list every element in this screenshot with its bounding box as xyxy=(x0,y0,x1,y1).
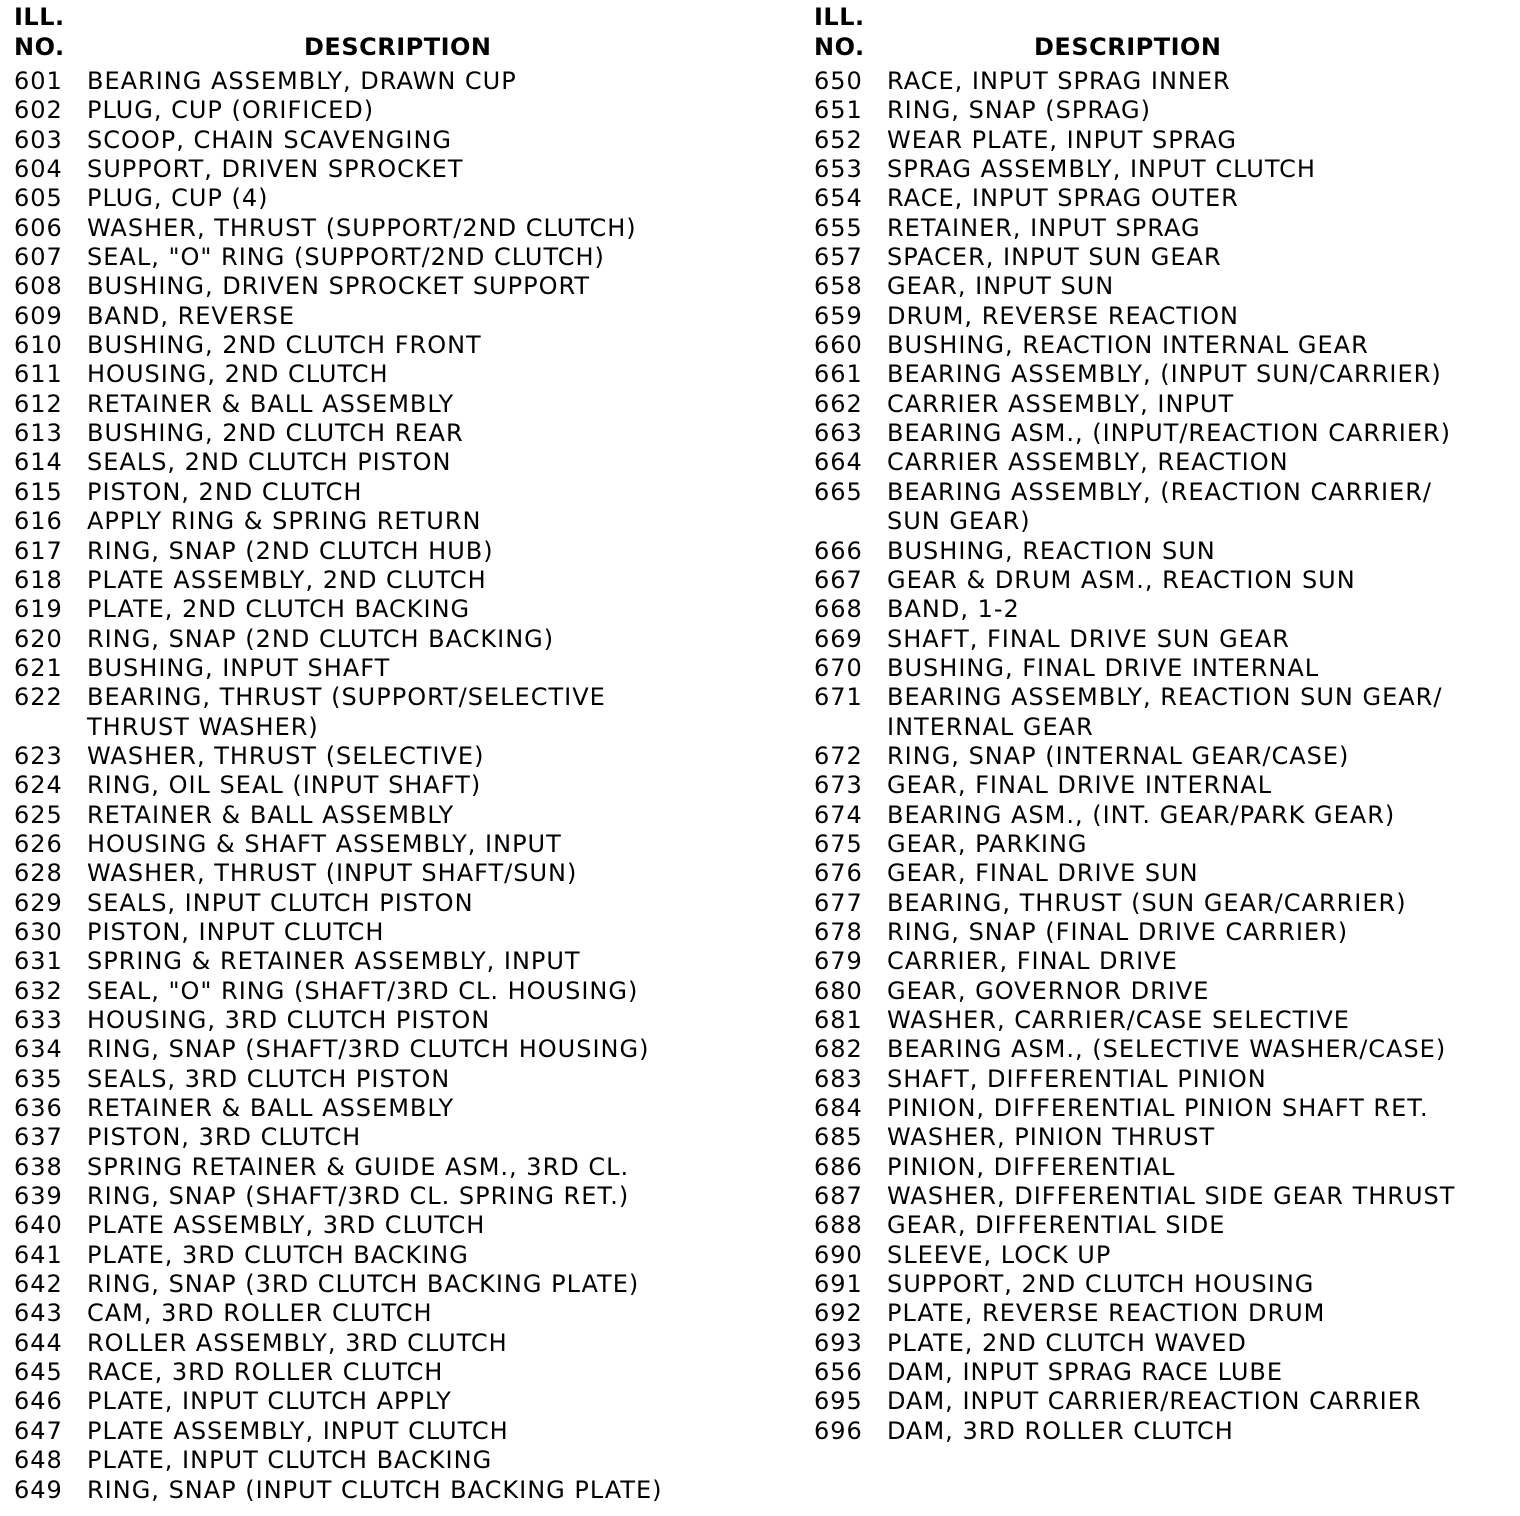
part-row xyxy=(814,654,1514,683)
part-row xyxy=(14,1006,774,1035)
part-row xyxy=(814,331,1514,360)
part-number: 691 xyxy=(814,1270,863,1299)
part-description: PLUG, CUP (4) xyxy=(87,184,269,213)
part-description: CARRIER ASSEMBLY, REACTION xyxy=(887,448,1289,477)
part-row xyxy=(14,1211,774,1240)
part-number: 666 xyxy=(814,536,863,565)
part-row xyxy=(14,771,774,800)
part-row xyxy=(814,947,1514,976)
part-description: HOUSING & SHAFT ASSEMBLY, INPUT xyxy=(87,829,562,858)
part-row xyxy=(14,1035,774,1064)
part-description: CARRIER ASSEMBLY, INPUT xyxy=(887,389,1235,418)
part-row xyxy=(14,96,774,125)
part-row xyxy=(814,243,1514,272)
part-number: 621 xyxy=(14,653,63,682)
part-row xyxy=(14,67,774,96)
part-number: 649 xyxy=(14,1475,63,1504)
part-row xyxy=(14,889,774,918)
part-number: 683 xyxy=(814,1064,863,1093)
part-description: WASHER, THRUST (INPUT SHAFT/SUN) xyxy=(87,859,578,888)
part-number: 622 xyxy=(14,683,63,712)
part-row xyxy=(14,1476,774,1505)
parts-list xyxy=(14,67,774,1505)
part-number: 653 xyxy=(814,155,863,184)
part-number: 663 xyxy=(814,419,863,448)
part-number: 609 xyxy=(14,301,63,330)
part-row xyxy=(14,977,774,1006)
part-row xyxy=(814,1241,1514,1270)
part-description: BEARING, THRUST (SUN GEAR/CARRIER) xyxy=(887,888,1407,917)
part-row xyxy=(814,448,1514,477)
part-row xyxy=(14,654,774,683)
part-description: BEARING ASSEMBLY, REACTION SUN GEAR/ INTERNAL GEAR xyxy=(887,683,1443,741)
right-parts-column xyxy=(814,2,1514,1446)
part-row xyxy=(814,214,1514,243)
part-row xyxy=(814,889,1514,918)
part-row xyxy=(814,1153,1514,1182)
column-header-row xyxy=(14,32,774,62)
part-number: 616 xyxy=(14,507,63,536)
part-row xyxy=(814,1211,1514,1240)
part-number: 642 xyxy=(14,1270,63,1299)
column-header-row xyxy=(814,32,1514,62)
part-row xyxy=(14,214,774,243)
description-header-label: DESCRIPTION xyxy=(1034,33,1222,61)
part-row xyxy=(14,1094,774,1123)
part-description: PLATE, INPUT CLUTCH BACKING xyxy=(87,1446,493,1475)
part-number: 681 xyxy=(814,1006,863,1034)
part-description: BEARING ASSEMBLY, (REACTION CARRIER/ SUN GEAR) xyxy=(887,477,1433,536)
part-description: RING, SNAP (INPUT CLUTCH BACKING PLATE) xyxy=(87,1475,663,1504)
part-row xyxy=(814,537,1514,566)
part-description: APPLY RING & SPRING RETURN xyxy=(87,507,482,536)
part-number: 680 xyxy=(814,976,863,1005)
part-number: 630 xyxy=(14,917,63,946)
part-row xyxy=(14,625,774,654)
part-number: 638 xyxy=(14,1152,63,1181)
part-row xyxy=(14,742,774,771)
part-row xyxy=(14,1182,774,1211)
part-row xyxy=(14,1387,774,1416)
part-number: 623 xyxy=(14,741,63,770)
part-description: GEAR, INPUT SUN xyxy=(887,272,1115,301)
part-row xyxy=(14,1329,774,1358)
part-row xyxy=(814,155,1514,184)
part-description: SPRING & RETAINER ASSEMBLY, INPUT xyxy=(87,947,581,976)
part-number: 629 xyxy=(14,888,63,917)
part-description: PISTON, 2ND CLUTCH xyxy=(87,477,363,506)
part-description: PLATE ASSEMBLY, INPUT CLUTCH xyxy=(87,1416,509,1445)
part-description: SLEEVE, LOCK UP xyxy=(887,1240,1112,1269)
part-description: HOUSING, 3RD CLUTCH PISTON xyxy=(87,1006,491,1034)
part-row xyxy=(814,595,1514,624)
part-description: SHAFT, FINAL DRIVE SUN GEAR xyxy=(887,624,1290,653)
part-description: BEARING ASSEMBLY, (INPUT SUN/CARRIER) xyxy=(887,360,1442,389)
part-number: 690 xyxy=(814,1240,863,1269)
part-number: 608 xyxy=(14,272,63,301)
part-row xyxy=(814,1123,1514,1152)
part-description: PISTON, 3RD CLUTCH xyxy=(87,1123,362,1152)
part-number: 687 xyxy=(814,1182,863,1211)
part-row xyxy=(14,1270,774,1299)
part-number: 606 xyxy=(14,213,63,242)
part-number: 673 xyxy=(814,771,863,800)
part-number: 684 xyxy=(814,1094,863,1123)
ill-header-label: ILL. xyxy=(814,3,865,31)
part-row xyxy=(814,1358,1514,1387)
part-number: 669 xyxy=(814,624,863,653)
part-number: 643 xyxy=(14,1299,63,1328)
part-row xyxy=(14,1123,774,1152)
part-number: 667 xyxy=(814,565,863,594)
part-description: ROLLER ASSEMBLY, 3RD CLUTCH xyxy=(87,1328,508,1357)
ill-header-label: ILL. xyxy=(14,3,65,31)
part-number: 658 xyxy=(814,272,863,301)
part-number: 633 xyxy=(14,1006,63,1034)
part-number: 631 xyxy=(14,947,63,976)
part-row xyxy=(14,566,774,595)
part-description: GEAR, GOVERNOR DRIVE xyxy=(887,976,1210,1005)
part-description: RETAINER & BALL ASSEMBLY xyxy=(87,389,455,418)
part-row xyxy=(14,1417,774,1446)
part-description: SUPPORT, 2ND CLUTCH HOUSING xyxy=(887,1270,1315,1299)
part-number: 620 xyxy=(14,624,63,653)
part-description: DRUM, REVERSE REACTION xyxy=(887,301,1239,330)
part-row xyxy=(814,830,1514,859)
part-number: 624 xyxy=(14,771,63,800)
part-description: SPRING RETAINER & GUIDE ASM., 3RD CL. xyxy=(87,1152,630,1181)
part-number: 672 xyxy=(814,741,863,770)
part-description: SEAL, "O" RING (SUPPORT/2ND CLUTCH) xyxy=(87,243,605,272)
part-row xyxy=(814,419,1514,448)
part-description: BEARING ASM., (INPUT/REACTION CARRIER) xyxy=(887,419,1452,448)
part-number: 668 xyxy=(814,595,863,624)
part-description: PISTON, INPUT CLUTCH xyxy=(87,917,385,946)
part-number: 644 xyxy=(14,1328,63,1357)
part-number: 695 xyxy=(814,1387,863,1416)
part-number: 604 xyxy=(14,155,63,184)
part-description: WASHER, DIFFERENTIAL SIDE GEAR THRUST xyxy=(887,1182,1456,1211)
part-number: 654 xyxy=(814,184,863,213)
part-description: SEALS, 3RD CLUTCH PISTON xyxy=(87,1064,451,1093)
part-row xyxy=(14,507,774,536)
part-description: WASHER, THRUST (SELECTIVE) xyxy=(87,741,485,770)
part-row xyxy=(814,67,1514,96)
part-description: GEAR & DRUM ASM., REACTION SUN xyxy=(887,565,1356,594)
part-row xyxy=(814,977,1514,1006)
part-number: 682 xyxy=(814,1035,863,1064)
part-description: BUSHING, 2ND CLUTCH FRONT xyxy=(87,331,482,360)
part-row xyxy=(814,1006,1514,1035)
part-number: 637 xyxy=(14,1123,63,1152)
part-row xyxy=(14,478,774,507)
part-description: RING, SNAP (SHAFT/3RD CL. SPRING RET.) xyxy=(87,1182,630,1211)
part-number: 655 xyxy=(814,213,863,242)
part-row xyxy=(814,1182,1514,1211)
part-row xyxy=(814,1299,1514,1328)
part-description: RING, SNAP (FINAL DRIVE CARRIER) xyxy=(887,917,1349,946)
part-row xyxy=(14,1358,774,1387)
part-number: 602 xyxy=(14,96,63,125)
part-description: SEALS, INPUT CLUTCH PISTON xyxy=(87,888,474,917)
part-number: 686 xyxy=(814,1152,863,1181)
part-row xyxy=(14,947,774,976)
part-row xyxy=(814,771,1514,800)
part-row xyxy=(814,566,1514,595)
part-number: 678 xyxy=(814,917,863,946)
part-row xyxy=(814,1065,1514,1094)
part-description: RING, SNAP (2ND CLUTCH HUB) xyxy=(87,536,494,565)
part-row xyxy=(14,1446,774,1475)
part-description: RACE, 3RD ROLLER CLUTCH xyxy=(87,1358,444,1387)
part-description: PLATE ASSEMBLY, 2ND CLUTCH xyxy=(87,565,487,594)
part-number: 617 xyxy=(14,536,63,565)
part-number: 610 xyxy=(14,331,63,360)
part-description: GEAR, DIFFERENTIAL SIDE xyxy=(887,1211,1226,1240)
part-description: CAM, 3RD ROLLER CLUTCH xyxy=(87,1299,433,1328)
part-description: SPRAG ASSEMBLY, INPUT CLUTCH xyxy=(887,155,1316,184)
part-description: BUSHING, REACTION INTERNAL GEAR xyxy=(887,331,1369,360)
part-description: PINION, DIFFERENTIAL xyxy=(887,1152,1176,1181)
part-description: PLATE, 2ND CLUTCH BACKING xyxy=(87,595,471,624)
part-number: 664 xyxy=(814,448,863,477)
part-row xyxy=(14,1299,774,1328)
part-row xyxy=(14,801,774,830)
part-number: 641 xyxy=(14,1240,63,1269)
part-description: RING, SNAP (2ND CLUTCH BACKING) xyxy=(87,624,555,653)
part-number: 619 xyxy=(14,595,63,624)
part-number: 674 xyxy=(814,800,863,829)
part-description: WASHER, CARRIER/CASE SELECTIVE xyxy=(887,1006,1350,1034)
part-number: 614 xyxy=(14,448,63,477)
part-number: 645 xyxy=(14,1358,63,1387)
part-row xyxy=(14,859,774,888)
part-number: 611 xyxy=(14,360,63,389)
part-description: GEAR, FINAL DRIVE SUN xyxy=(887,859,1199,888)
part-row xyxy=(814,96,1514,125)
part-row xyxy=(814,302,1514,331)
part-number: 662 xyxy=(814,389,863,418)
part-description: SEAL, "O" RING (SHAFT/3RD CL. HOUSING) xyxy=(87,976,639,1005)
part-number: 696 xyxy=(814,1416,863,1445)
part-description: RING, SNAP (INTERNAL GEAR/CASE) xyxy=(887,741,1350,770)
part-row xyxy=(14,272,774,301)
part-number: 676 xyxy=(814,859,863,888)
part-number: 605 xyxy=(14,184,63,213)
part-row xyxy=(814,1094,1514,1123)
part-row xyxy=(814,625,1514,654)
part-row xyxy=(814,272,1514,301)
part-row xyxy=(14,155,774,184)
part-row xyxy=(814,1387,1514,1416)
part-description: PLATE, INPUT CLUTCH APPLY xyxy=(87,1387,452,1416)
part-number: 675 xyxy=(814,829,863,858)
parts-list xyxy=(814,67,1514,1446)
part-number: 648 xyxy=(14,1446,63,1475)
part-number: 634 xyxy=(14,1035,63,1064)
part-description: RETAINER & BALL ASSEMBLY xyxy=(87,1094,455,1123)
part-number: 628 xyxy=(14,859,63,888)
part-description: DAM, 3RD ROLLER CLUTCH xyxy=(887,1416,1234,1445)
part-description: BUSHING, INPUT SHAFT xyxy=(87,653,391,682)
part-description: PINION, DIFFERENTIAL PINION SHAFT RET. xyxy=(887,1094,1429,1123)
part-description: DAM, INPUT CARRIER/REACTION CARRIER xyxy=(887,1387,1422,1416)
part-description: DAM, INPUT SPRAG RACE LUBE xyxy=(887,1358,1284,1387)
part-number: 639 xyxy=(14,1182,63,1211)
part-description: RETAINER, INPUT SPRAG xyxy=(887,213,1201,242)
part-number: 615 xyxy=(14,477,63,506)
part-number: 650 xyxy=(814,67,863,95)
part-row xyxy=(14,537,774,566)
part-row xyxy=(14,390,774,419)
part-description: BAND, 1-2 xyxy=(887,595,1020,624)
part-number: 651 xyxy=(814,96,863,125)
part-number: 613 xyxy=(14,419,63,448)
part-description: HOUSING, 2ND CLUTCH xyxy=(87,360,389,389)
part-description: BEARING ASM., (INT. GEAR/PARK GEAR) xyxy=(887,800,1396,829)
part-description: SPACER, INPUT SUN GEAR xyxy=(887,243,1222,272)
part-description: RING, SNAP (SHAFT/3RD CLUTCH HOUSING) xyxy=(87,1035,650,1064)
part-description: BEARING, THRUST (SUPPORT/SELECTIVE THRUST WASHER) xyxy=(87,683,606,741)
part-number: 607 xyxy=(14,243,63,272)
part-number: 685 xyxy=(814,1123,863,1152)
part-number: 625 xyxy=(14,800,63,829)
part-number: 661 xyxy=(814,360,863,389)
part-row xyxy=(814,184,1514,213)
part-description: BEARING ASM., (SELECTIVE WASHER/CASE) xyxy=(887,1035,1447,1064)
part-description: SHAFT, DIFFERENTIAL PINION xyxy=(887,1064,1267,1093)
no-header-label: NO. xyxy=(814,33,865,61)
part-row xyxy=(14,1065,774,1094)
part-number: 679 xyxy=(814,947,863,976)
part-description: RACE, INPUT SPRAG OUTER xyxy=(887,184,1239,213)
part-description: BUSHING, DRIVEN SPROCKET SUPPORT xyxy=(87,272,591,301)
part-row xyxy=(14,419,774,448)
part-number: 635 xyxy=(14,1064,63,1093)
part-description: BUSHING, FINAL DRIVE INTERNAL xyxy=(887,653,1320,682)
part-description: WASHER, PINION THRUST xyxy=(887,1123,1216,1152)
part-number: 618 xyxy=(14,565,63,594)
part-row xyxy=(14,595,774,624)
part-row xyxy=(14,830,774,859)
part-description: PLUG, CUP (ORIFICED) xyxy=(87,96,375,125)
part-description: PLATE, 3RD CLUTCH BACKING xyxy=(87,1240,469,1269)
part-description: PLATE ASSEMBLY, 3RD CLUTCH xyxy=(87,1211,486,1240)
part-description: RING, SNAP (SPRAG) xyxy=(887,96,1151,125)
part-row xyxy=(14,1241,774,1270)
no-header-label: NO. xyxy=(14,33,65,61)
part-row xyxy=(814,1035,1514,1064)
part-row xyxy=(814,742,1514,771)
part-description: GEAR, FINAL DRIVE INTERNAL xyxy=(887,771,1273,800)
part-description: BUSHING, REACTION SUN xyxy=(887,536,1216,565)
description-header-label: DESCRIPTION xyxy=(304,33,492,61)
part-row xyxy=(14,243,774,272)
part-number: 612 xyxy=(14,389,63,418)
part-row xyxy=(14,184,774,213)
part-description: RACE, INPUT SPRAG INNER xyxy=(887,67,1231,95)
part-number: 692 xyxy=(814,1299,863,1328)
part-number: 693 xyxy=(814,1328,863,1357)
part-number: 660 xyxy=(814,331,863,360)
part-row xyxy=(814,1417,1514,1446)
part-number: 652 xyxy=(814,125,863,154)
part-number: 671 xyxy=(814,683,863,712)
part-row xyxy=(814,390,1514,419)
part-description: RETAINER & BALL ASSEMBLY xyxy=(87,800,455,829)
part-number: 656 xyxy=(814,1358,863,1387)
part-number: 601 xyxy=(14,67,63,95)
part-description: PLATE, 2ND CLUTCH WAVED xyxy=(887,1328,1247,1357)
part-number: 603 xyxy=(14,125,63,154)
part-description: CARRIER, FINAL DRIVE xyxy=(887,947,1178,976)
part-row xyxy=(14,360,774,389)
part-description: SUPPORT, DRIVEN SPROCKET xyxy=(87,155,464,184)
part-row xyxy=(814,360,1514,389)
part-number: 632 xyxy=(14,976,63,1005)
part-row xyxy=(814,918,1514,947)
part-row xyxy=(14,918,774,947)
part-number: 646 xyxy=(14,1387,63,1416)
part-row xyxy=(814,478,1514,537)
part-number: 677 xyxy=(814,888,863,917)
part-row xyxy=(14,683,774,742)
part-row xyxy=(14,302,774,331)
part-row xyxy=(814,126,1514,155)
part-number: 636 xyxy=(14,1094,63,1123)
part-number: 657 xyxy=(814,243,863,272)
part-description: WASHER, THRUST (SUPPORT/2ND CLUTCH) xyxy=(87,213,637,242)
part-description: RING, SNAP (3RD CLUTCH BACKING PLATE) xyxy=(87,1270,640,1299)
part-description: WEAR PLATE, INPUT SPRAG xyxy=(887,125,1238,154)
part-description: RING, OIL SEAL (INPUT SHAFT) xyxy=(87,771,482,800)
part-row xyxy=(14,126,774,155)
left-parts-column xyxy=(14,2,774,1505)
part-number: 647 xyxy=(14,1416,63,1445)
part-description: SCOOP, CHAIN SCAVENGING xyxy=(87,125,453,154)
part-number: 626 xyxy=(14,829,63,858)
part-row xyxy=(814,1270,1514,1299)
part-number: 670 xyxy=(814,653,863,682)
part-number: 659 xyxy=(814,301,863,330)
part-number: 640 xyxy=(14,1211,63,1240)
part-row xyxy=(814,859,1514,888)
part-description: BEARING ASSEMBLY, DRAWN CUP xyxy=(87,67,517,95)
part-description: BUSHING, 2ND CLUTCH REAR xyxy=(87,419,464,448)
part-row xyxy=(814,683,1514,742)
part-row xyxy=(814,1329,1514,1358)
part-row xyxy=(14,1153,774,1182)
part-number: 688 xyxy=(814,1211,863,1240)
part-row xyxy=(14,448,774,477)
part-description: SEALS, 2ND CLUTCH PISTON xyxy=(87,448,452,477)
part-description: PLATE, REVERSE REACTION DRUM xyxy=(887,1299,1326,1328)
part-description: GEAR, PARKING xyxy=(887,829,1088,858)
part-description: BAND, REVERSE xyxy=(87,301,296,330)
part-number: 665 xyxy=(814,477,863,506)
part-row xyxy=(814,801,1514,830)
part-row xyxy=(14,331,774,360)
